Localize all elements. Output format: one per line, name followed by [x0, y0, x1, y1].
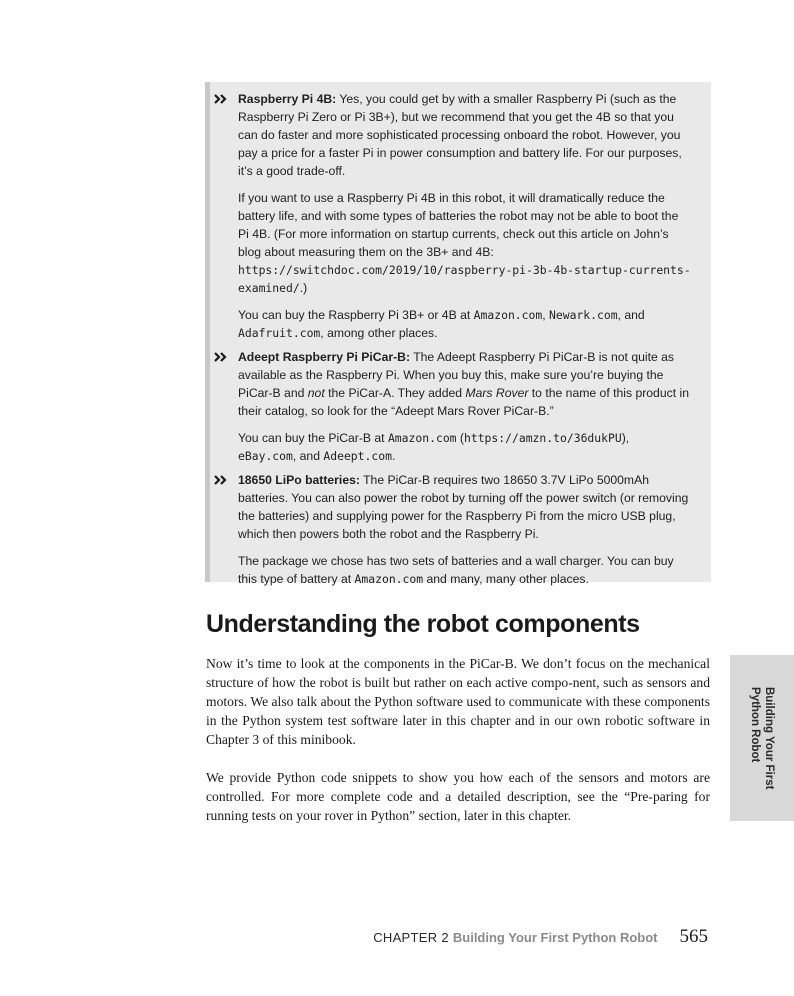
double-chevron-right-icon	[214, 348, 232, 366]
footer-chapter	[373, 930, 657, 945]
list-item-batteries	[214, 471, 692, 588]
running-footer	[373, 926, 708, 948]
item-paragraph: The package we chose has two sets of batteries and a wall charger. You can buy this type of battery at Amazon.com and many, many other places.	[238, 554, 674, 586]
url-link[interactable]: Amazon.com	[473, 308, 543, 322]
item-paragraph: You can buy the PiCar-B at Amazon.com (https://amzn.to/36dukPU), eBay.com, and Adeept.com.	[238, 431, 630, 463]
section-heading: Understanding the robot components	[206, 610, 640, 638]
url-link[interactable]: Amazon.com	[387, 431, 457, 445]
page-number: 565	[679, 926, 708, 947]
item-term: Raspberry Pi 4B:	[238, 92, 337, 106]
chapter-title: Building Your First Python Robot	[452, 930, 658, 945]
url-link[interactable]: Amazon.com	[354, 572, 424, 586]
url-link[interactable]: eBay.com	[238, 449, 293, 463]
item-term: Adeept Raspberry Pi PiCar-B:	[238, 350, 411, 364]
double-chevron-right-icon	[214, 471, 232, 489]
sidebar-edge	[205, 82, 210, 582]
chapter-label: CHAPTER 2	[373, 930, 449, 945]
parts-list	[214, 90, 692, 588]
item-paragraph: Raspberry Pi 4B: Yes, you could get by with a smaller Raspberry Pi (such as the Raspberry Pi Zero or Pi 3B+), but we recommend that you get the 4B so that you can do faster and more sophisticated processing onboard the robot. However, you pay a price for a faster Pi in power consumption and battery life. For our purposes, it’s a good trade-off.	[238, 92, 682, 178]
item-term: 18650 LiPo batteries:	[238, 473, 360, 487]
section-body	[206, 654, 710, 825]
chapter-thumb-tab	[730, 655, 794, 821]
double-chevron-right-icon	[214, 90, 232, 108]
thumb-tab-label: Building Your First Python Robot	[749, 686, 775, 790]
url-link[interactable]: https://switchdoc.com/2019/10/raspberry-pi-3b-4b-startup-currents-examined/	[238, 263, 691, 295]
item-paragraph: If you want to use a Raspberry Pi 4B in this robot, it will dramatically reduce the battery life, and with some types of batteries the robot may not be able to boot the Pi 4B. (For more information on startup currents, check out this article on John’s blog about measuring them on the 3B+ and 4B: https://switchdoc.com/2019/10/raspberry-pi-3b-4b-startup-currents-examined/.)	[238, 191, 691, 295]
list-item-picar-b	[214, 348, 692, 465]
body-paragraph: We provide Python code snippets to show you how each of the sensors and motors are controlled. For more complete code and a detailed description, see the “Pre-paring for running tests on your rover in Python” section, later in this chapter.	[206, 770, 710, 823]
item-paragraph: 18650 LiPo batteries: The PiCar-B requires two 18650 3.7V LiPo 5000mAh batteries. You can also power the robot by turning off the power switch (or removing the batteries) and supplying power for the Raspberry Pi from the micro USB plug, which then powers both the robot and the Raspberry Pi.	[238, 473, 689, 541]
url-link[interactable]: Newark.com	[549, 308, 618, 322]
url-link[interactable]: Adafruit.com	[238, 326, 321, 340]
item-paragraph: You can buy the Raspberry Pi 3B+ or 4B at Amazon.com, Newark.com, and Adafruit.com, among other places.	[238, 308, 645, 340]
item-paragraph: Adeept Raspberry Pi PiCar-B: The Adeept Raspberry Pi PiCar-B is not quite as available as the Raspberry Pi. When you buy this, make sure you’re buying the PiCar-B and not the PiCar-A. They added Mars Rover to the name of this product in their catalog, so look for the “Adeept Mars Rover PiCar-B.”	[238, 350, 689, 418]
list-item-raspberry-pi	[214, 90, 692, 342]
body-paragraph: Now it’s time to look at the components in the PiCar-B. We don’t focus on the mechanical structure of how the robot is built but rather on each active compo-nent, such as sensors and motors. We also talk about the Python software used to communicate with these components in the Python system test software later in this chapter and in our own robotic software in Chapter 3 of this minibook.	[206, 656, 710, 747]
url-link[interactable]: https://amzn.to/36dukPU	[463, 431, 622, 445]
url-link[interactable]: Adeept.com	[323, 449, 392, 463]
